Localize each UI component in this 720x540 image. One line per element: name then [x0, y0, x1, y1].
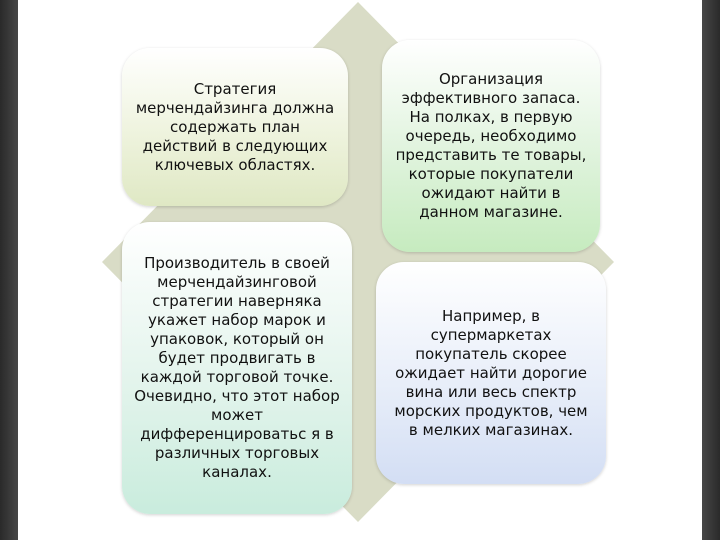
box-stock-organization [382, 40, 600, 252]
box-producer-strategy-text: Производитель в своей мерчендайзинговой стратегии наверняка укажет набор марок и упаковок, который он будет продвигать в каждой торговой точке. Очевидно, что этот набор может дифференцироватьс я в различных торговых каналах. [134, 254, 340, 481]
box-producer-strategy [122, 222, 352, 514]
box-example-text: Например, в супермаркетах покупатель скорее ожидает найти дорогие вина или весь спектр морских продуктов, чем в мелких магазинах. [394, 306, 588, 439]
box-example [376, 262, 606, 484]
box-stock-organization-text: Организация эффективного запаса. На полках, в первую очередь, необходимо представить те товары, которые покупатели ожидают найти в данном магазине. [395, 70, 587, 221]
box-strategy [122, 48, 348, 206]
box-strategy-text: Стратегия мерчендайзинга должна содержать план действий в следующих ключевых областях. [135, 79, 335, 174]
